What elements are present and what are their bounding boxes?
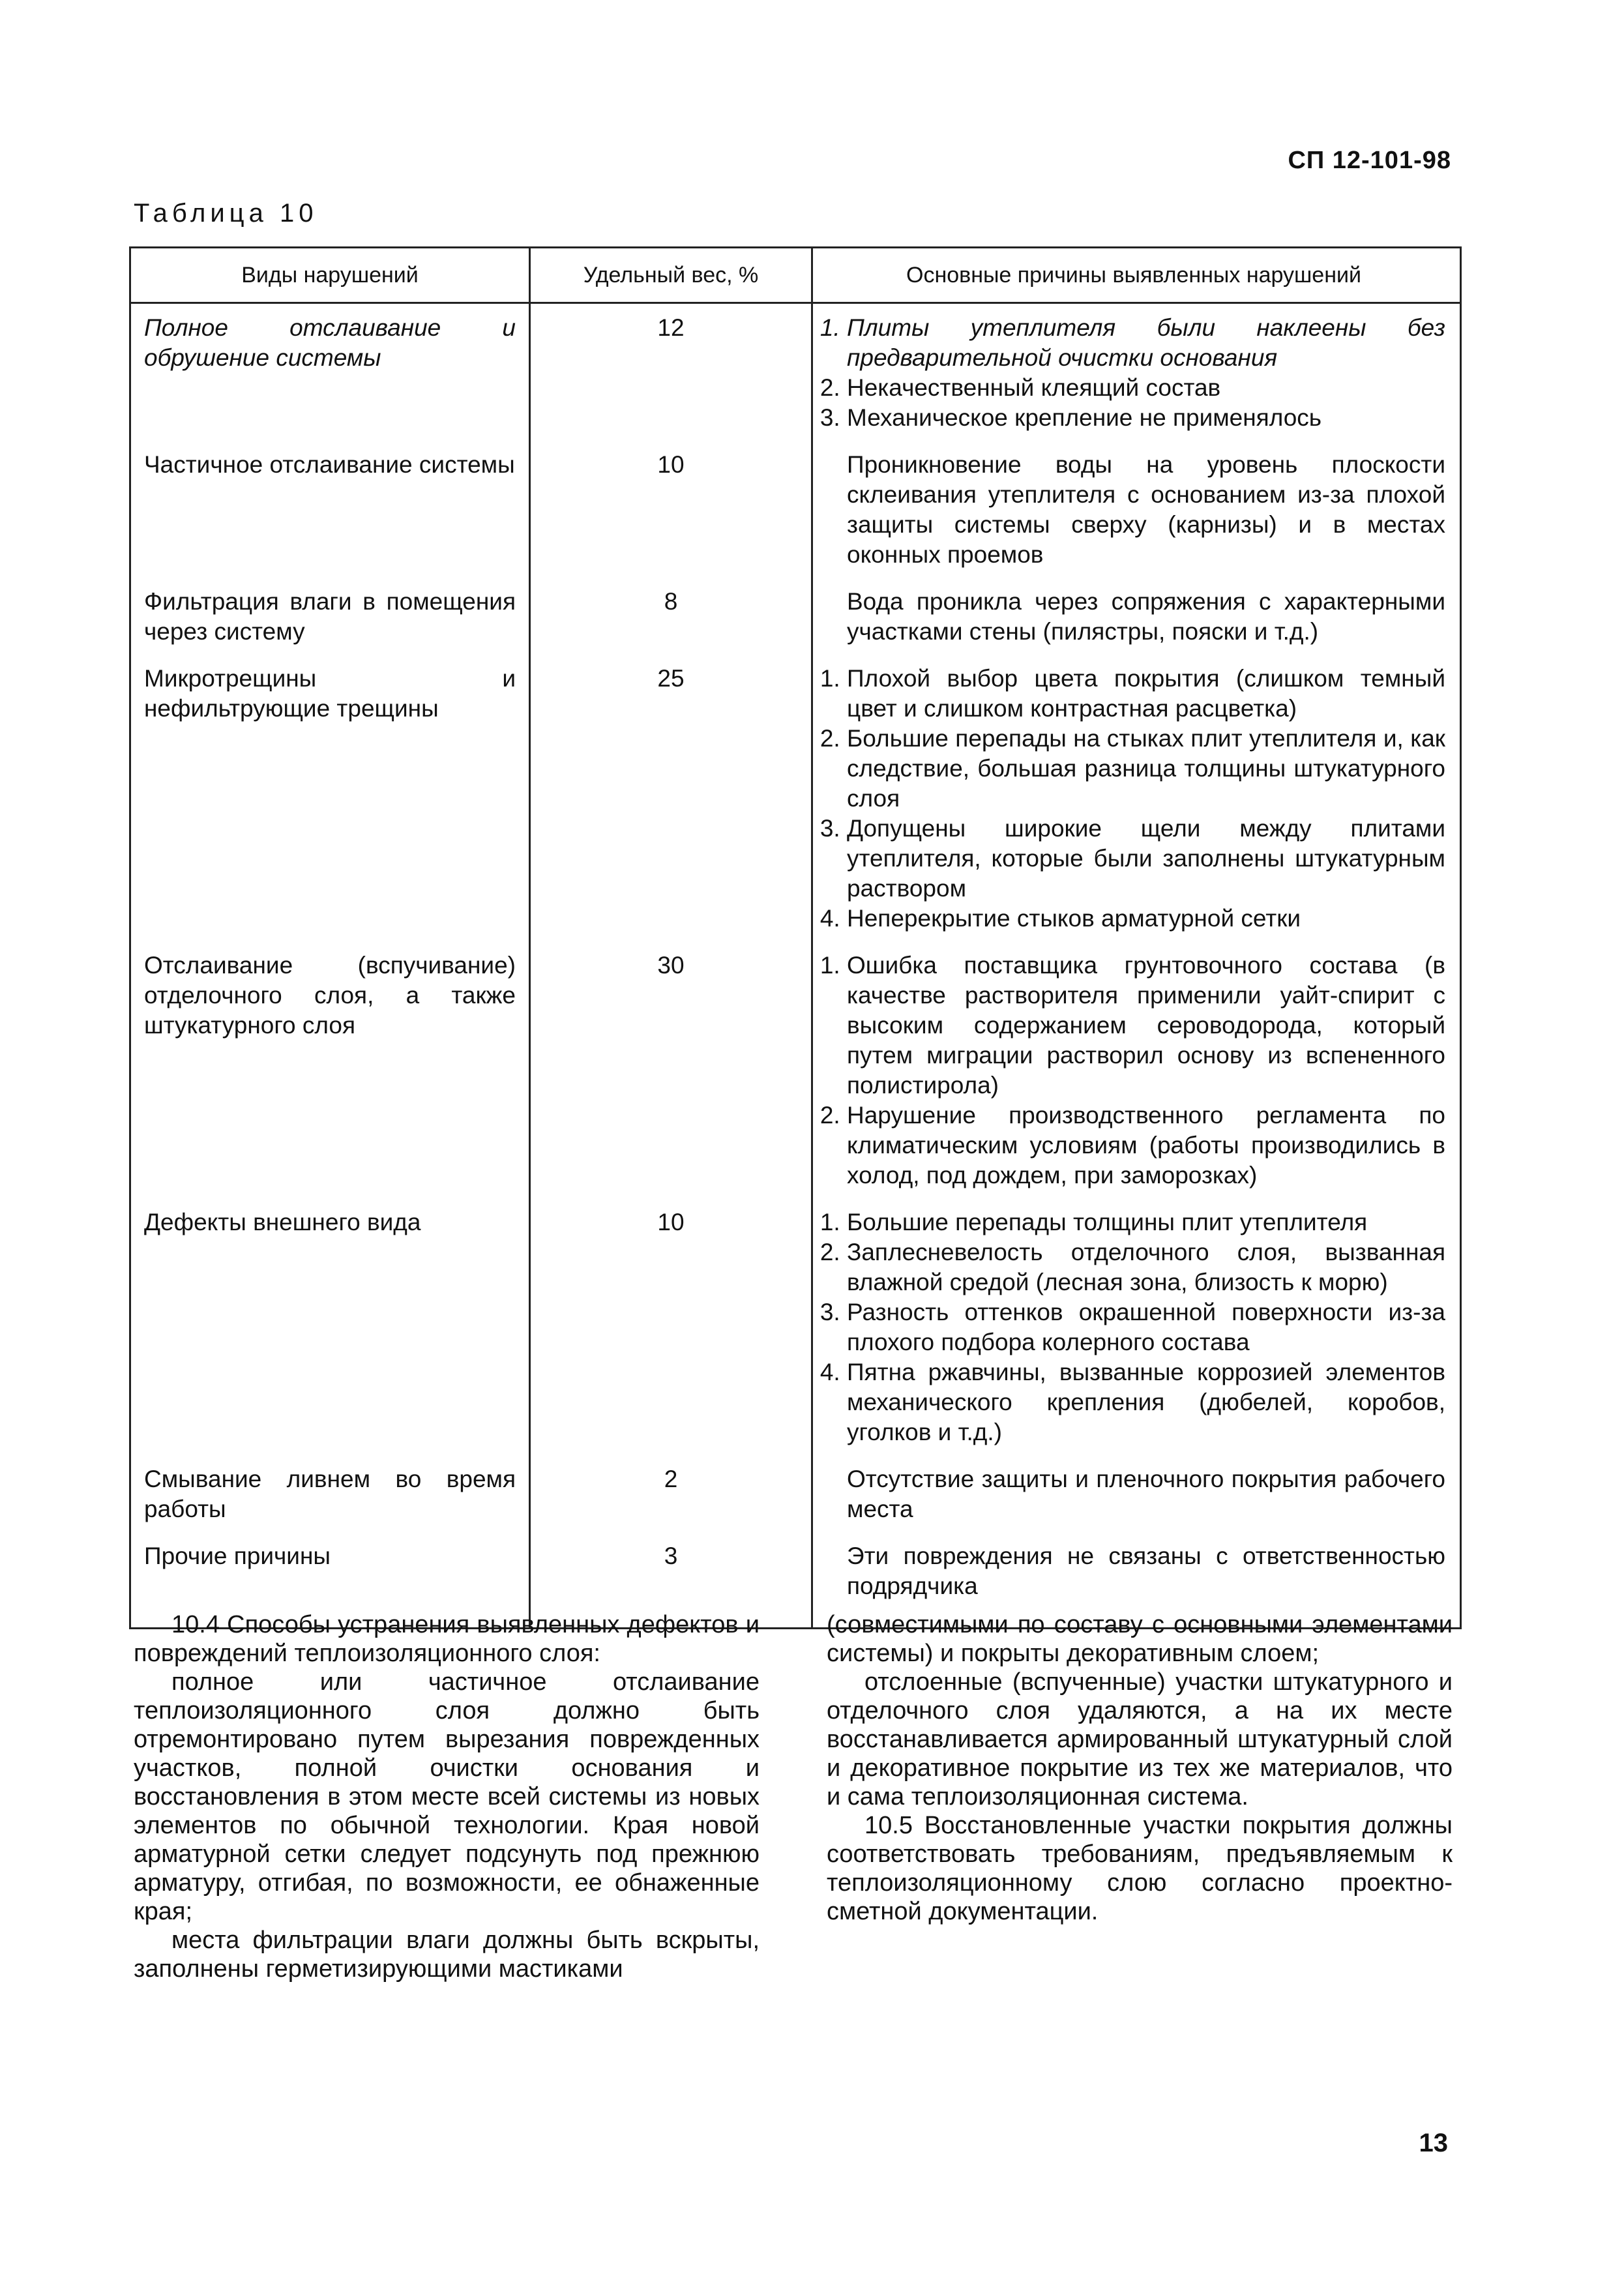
body-paragraph: (совместимыми по составу с основными элементами системы) и покрыты декоративным слоем; [827, 1611, 1453, 1667]
defect-causes [812, 441, 1461, 578]
defect-type: Микротрещины и нефильтрующие трещины [130, 655, 530, 941]
cause-item: 2. Большие перепады на стыках плит утеплителя и, как следствие, большая разница толщины штукатурного слоя [847, 724, 1445, 814]
cause-item: 3. Разность оттенков окрашенной поверхности из-за плохого подбора колерного состава [847, 1297, 1445, 1357]
table-row [130, 1455, 1461, 1532]
table-row [130, 655, 1461, 941]
defect-weight: 2 [530, 1455, 812, 1532]
defect-weight: 8 [530, 578, 812, 655]
defect-weight: 30 [530, 941, 812, 1198]
defect-causes [812, 1198, 1461, 1455]
defect-weight: 3 [530, 1532, 812, 1629]
cause-item: 4. Пятна ржавчины, вызванные коррозией элементов механического крепления (дюбелей, коробов, уголков и т.д.) [847, 1357, 1445, 1447]
defect-type: Фильтрация влаги в помещения через систему [130, 578, 530, 655]
cause-item: Отсутствие защиты и пленочного покрытия рабочего места [847, 1466, 1445, 1522]
cause-item: Эти повреждения не связаны с ответственностью подрядчика [847, 1543, 1445, 1599]
cause-item: 1. Плиты утеплителя были наклеены без предварительной очистки основания [847, 313, 1445, 373]
cause-item: 1. Большие перепады толщины плит утеплителя [847, 1207, 1445, 1237]
defect-weight: 12 [530, 303, 812, 441]
table-row [130, 578, 1461, 655]
column-header-weight: Удельный вес, % [530, 248, 812, 303]
document-code: СП 12-101-98 [1288, 147, 1451, 174]
cause-item: Проникновение воды на уровень плоскости склеивания утеплителя с основанием из-за плохой защиты системы сверху (карнизы) и в местах оконных проемов [847, 451, 1445, 568]
column-header-type: Виды нарушений [130, 248, 530, 303]
defect-type: Частичное отслаивание системы [130, 441, 530, 578]
defect-causes [812, 655, 1461, 941]
defect-weight: 10 [530, 441, 812, 578]
cause-item: 2. Нарушение производственного регламента по климатическим условиям (работы производились в холод, под дождем, при заморозках) [847, 1101, 1445, 1190]
cause-item: 2. Некачественный клеящий состав [847, 373, 1445, 403]
defects-table [129, 246, 1462, 1629]
defect-causes [812, 1455, 1461, 1532]
defect-weight: 10 [530, 1198, 812, 1455]
defect-causes [812, 941, 1461, 1198]
defect-type: Прочие причины [130, 1532, 530, 1629]
body-column-right [827, 1610, 1453, 1926]
defect-type: Смывание ливнем во время работы [130, 1455, 530, 1532]
defect-type: Полное отслаивание и обрушение системы [130, 303, 530, 441]
table-row [130, 441, 1461, 578]
body-paragraph: отслоенные (вспученные) участки штукатурного и отделочного слоя удаляются, а на их месте восстанавливается армированный штукатурный слой и декоративное покрытие из тех же материалов, что и сама теплоизоляционная система. [827, 1668, 1453, 1811]
defect-causes [812, 303, 1461, 441]
table-row [130, 1198, 1461, 1455]
table-row [130, 303, 1461, 441]
body-paragraph: 10.4 Способы устранения выявленных дефектов и повреждений теплоизоляционного слоя: [134, 1611, 760, 1667]
body-paragraph: места фильтрации влаги должны быть вскрыты, заполнены герметизирующими мастиками [134, 1927, 760, 1983]
cause-item: 4. Неперекрытие стыков арматурной сетки [847, 904, 1445, 934]
cause-item: 3. Допущены широкие щели между плитами утеплителя, которые были заполнены штукатурным раствором [847, 814, 1445, 904]
cause-item: 3. Механическое крепление не применялось [847, 403, 1445, 433]
body-paragraph: 10.5 Восстановленные участки покрытия должны соответствовать требованиям, предъявляемым к теплоизоляционному слою согласно проектно-сметной документации. [827, 1812, 1453, 1925]
page-number: 13 [1419, 2129, 1448, 2157]
defect-causes [812, 578, 1461, 655]
table-row [130, 941, 1461, 1198]
cause-item: Вода проникла через сопряжения с характерными участками стены (пилястры, пояски и т.д.) [847, 588, 1445, 645]
defect-type: Отслаивание (вспучивание) отделочного слоя, а также штукатурного слоя [130, 941, 530, 1198]
defect-weight: 25 [530, 655, 812, 941]
body-column-left [134, 1610, 760, 1983]
body-paragraph: полное или частичное отслаивание теплоизоляционного слоя должно быть отремонтировано путем вырезания поврежденных участков, полной очистки основания и восстановления в этом месте всей системы из новых элементов по обычной технологии. Края новой арматурной сетки следует подсунуть под прежнюю арматуру, отгибая, по возможности, ее обнаженные края; [134, 1668, 760, 1925]
cause-item: 2. Заплесневелость отделочного слоя, вызванная влажной средой (лесная зона, близость к морю) [847, 1237, 1445, 1297]
cause-item: 1. Ошибка поставщика грунтовочного состава (в качестве растворителя применили уайт-спирит с высоким содержанием сероводорода, который путем миграции растворил основу из вспененного полистирола) [847, 951, 1445, 1101]
table-header-row [130, 248, 1461, 303]
cause-item: 1. Плохой выбор цвета покрытия (слишком темный цвет и слишком контрастная расцветка) [847, 664, 1445, 724]
defect-type: Дефекты внешнего вида [130, 1198, 530, 1455]
table-caption: Таблица 10 [134, 199, 318, 228]
column-header-causes: Основные причины выявленных нарушений [812, 248, 1461, 303]
